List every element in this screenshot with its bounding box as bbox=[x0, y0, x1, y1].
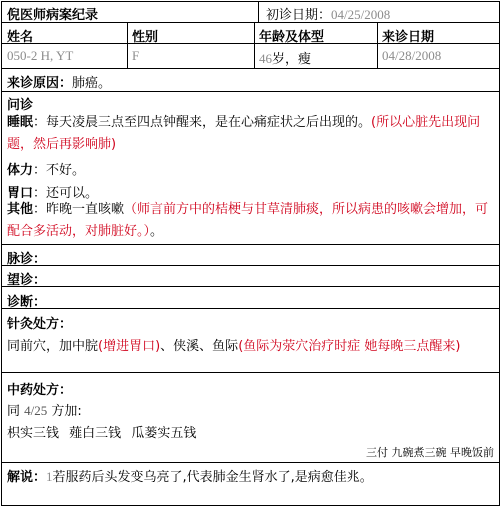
col-header-age-build: 年龄及体型 bbox=[259, 30, 325, 45]
herbal-heading: 中药处方： bbox=[7, 383, 73, 398]
patient-sex: F bbox=[132, 48, 140, 63]
other-text: ：昨晚一直咳嗽 bbox=[33, 202, 125, 217]
explanation bbox=[7, 466, 373, 485]
sleep-label: 睡眠 bbox=[7, 115, 34, 130]
col-header-visit-date: 来诊日期 bbox=[382, 30, 435, 45]
acupuncture-heading: 针灸处方： bbox=[7, 317, 73, 332]
herbal-dosage: 三付 九碗煮三碗 早晚饭前 bbox=[366, 446, 494, 459]
sleep-note: (所以心脏先出现问题，然后再影响肺) bbox=[7, 115, 481, 152]
herb-item: 枳实三钱 bbox=[7, 426, 60, 441]
other-tail: 。 bbox=[150, 224, 164, 239]
inquiry-energy bbox=[7, 159, 85, 178]
explanation-number: 1 bbox=[46, 469, 53, 484]
herbal-base-line bbox=[7, 400, 82, 419]
first-visit-label: 初诊日期： bbox=[266, 8, 332, 23]
appetite-label: 胃口 bbox=[7, 186, 34, 201]
explanation-text: 若服药后头发变乌亮了,代表肺金生肾水了,是病愈佳兆。 bbox=[52, 470, 373, 485]
patient-age-build bbox=[259, 48, 311, 67]
inquiry-sleep bbox=[7, 112, 495, 156]
patient-age: 46 bbox=[259, 51, 272, 66]
medical-record-form bbox=[1, 1, 500, 506]
herb-list bbox=[7, 422, 196, 441]
inquiry-heading: 问诊 bbox=[7, 98, 34, 113]
other-note: （师言前方中的桔梗与甘草清肺痰，所以病患的咳嗽会增加，可配合多活动，对肺脏好。） bbox=[7, 202, 489, 239]
chief-complaint-label: 来诊原因： bbox=[7, 76, 73, 91]
patient-build: 岁，瘦 bbox=[272, 52, 312, 67]
explanation-label: 解说： bbox=[7, 470, 47, 485]
col-header-name: 姓名 bbox=[7, 30, 34, 45]
chief-complaint-value: 肺癌。 bbox=[72, 76, 112, 91]
pulse-label: 脉诊： bbox=[7, 252, 47, 267]
first-visit-date-value: 04/25/2008 bbox=[331, 7, 391, 22]
first-visit-date bbox=[266, 4, 390, 23]
diagnosis-label: 诊断： bbox=[7, 295, 47, 310]
appetite-text: ：还可以。 bbox=[33, 186, 99, 201]
col-header-sex: 性别 bbox=[132, 30, 159, 45]
herb-item: 瓜蒌实五钱 bbox=[131, 426, 197, 441]
acupuncture-note-1: (增进胃口) bbox=[98, 339, 161, 354]
patient-name: 050-2 H, YT bbox=[7, 48, 74, 63]
chief-complaint bbox=[7, 72, 111, 91]
herbal-line-suffix: 方加: bbox=[51, 404, 82, 419]
acupuncture-prescription bbox=[7, 335, 460, 354]
herbal-line-prefix: 同 bbox=[7, 404, 21, 419]
energy-text: ：不好。 bbox=[33, 163, 86, 178]
other-label: 其他 bbox=[7, 202, 34, 217]
observation-label: 望诊： bbox=[7, 273, 47, 288]
record-title: 倪医师病案纪录 bbox=[7, 8, 99, 23]
patient-visit-date: 04/28/2008 bbox=[382, 48, 442, 63]
acupuncture-text-2: 、侠溪、鱼际 bbox=[160, 339, 239, 354]
energy-label: 体力 bbox=[7, 163, 34, 178]
sleep-text: ：每天凌晨三点至四点钟醒来，是在心痛症状之后出现的。 bbox=[33, 115, 372, 130]
acupuncture-text-1: 同前穴，加中脘 bbox=[7, 339, 99, 354]
herb-item: 薤白三钱 bbox=[69, 426, 122, 441]
inquiry-other bbox=[7, 199, 495, 243]
herbal-line-date: 4/25 bbox=[24, 403, 48, 418]
acupuncture-note-2: (鱼际为荥穴治疗时症 她每晚三点醒来) bbox=[238, 339, 461, 354]
